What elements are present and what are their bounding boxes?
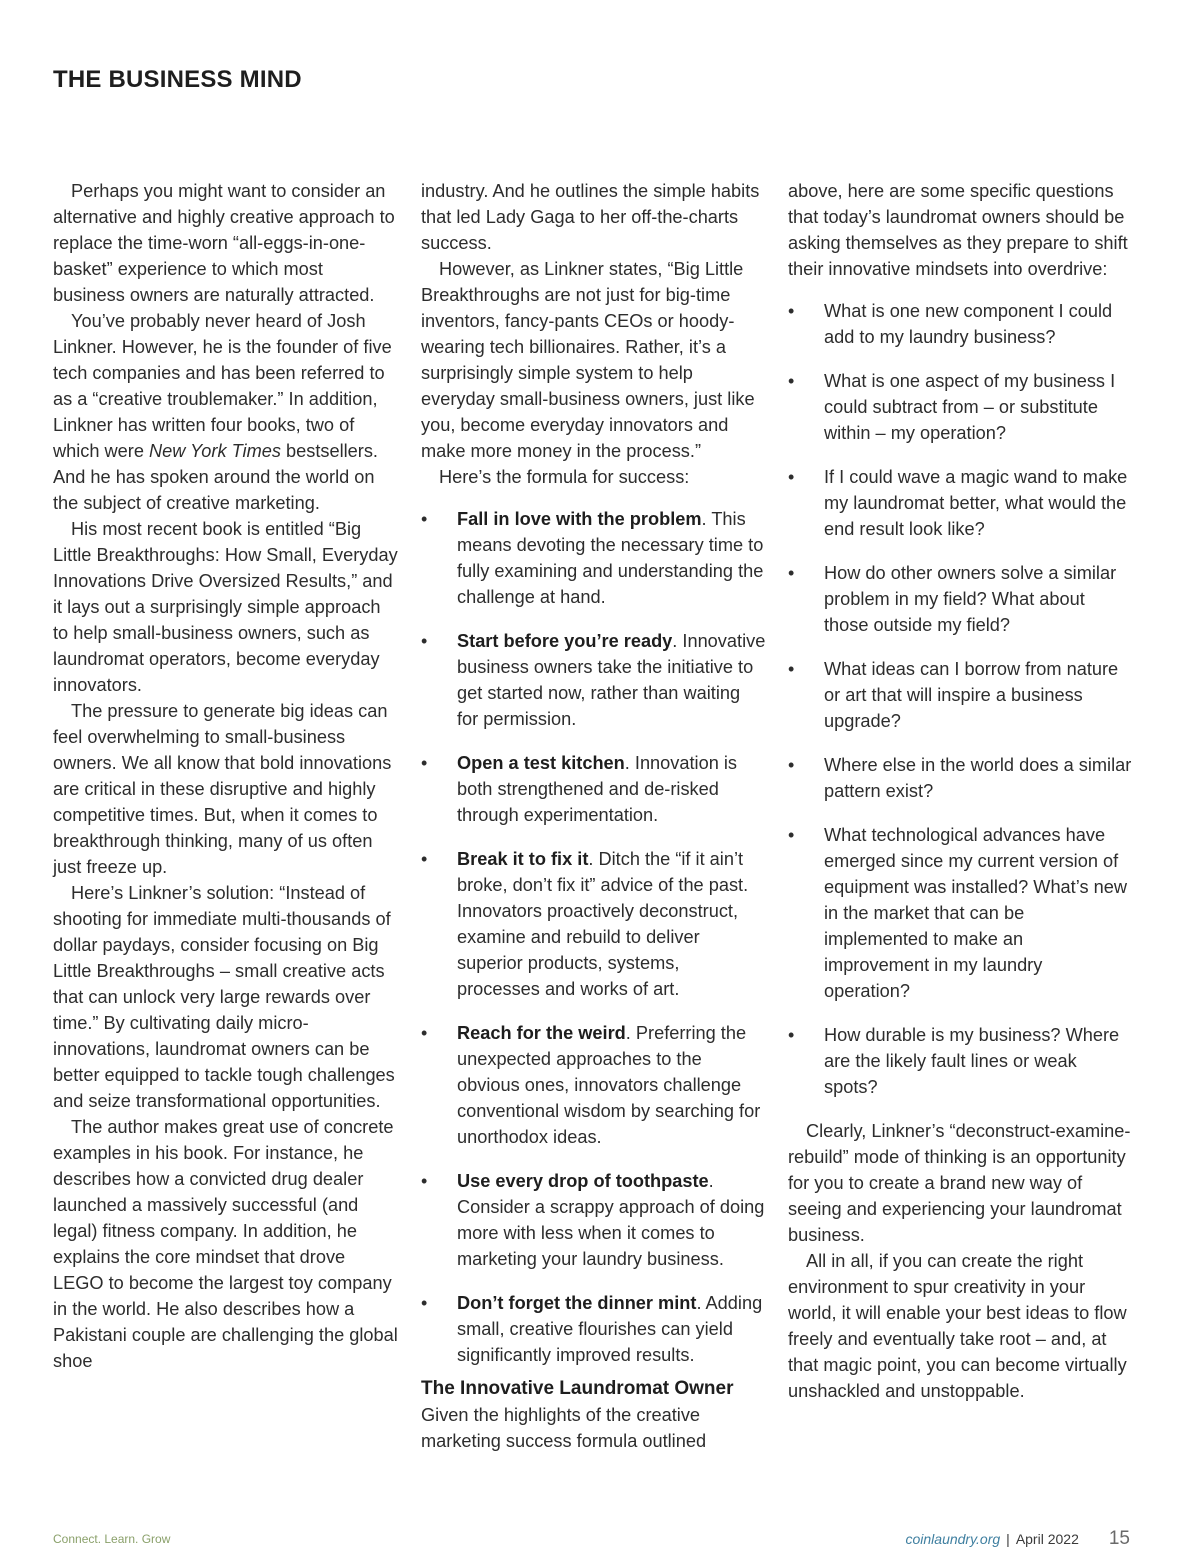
list-item: • What is one aspect of my business I could subtract from – or substitute within – my operation? <box>788 368 1133 446</box>
list-item: • What is one new component I could add to my laundry business? <box>788 298 1133 350</box>
paragraph: Clearly, Linkner’s “deconstruct-examine-rebuild” mode of thinking is an opportunity for you to create a brand new way of seeing and experiencing your laundromat business. <box>788 1121 1131 1245</box>
paragraph: All in all, if you can create the right environment to spur creativity in your world, it will enable your best ideas to flow freely and eventually take root – and, at that magic point, you can become virtually unshackled and unstoppable. <box>788 1251 1127 1401</box>
book-title: New York Times <box>149 441 281 461</box>
paragraph: Given the highlights of the creative marketing success formula outlined <box>421 1405 707 1451</box>
list-item: • Reach for the weird. Preferring the unexpected approaches to the obvious ones, innovators challenge conventional wisdom by searching for unorthodox ideas. <box>421 1020 766 1150</box>
paragraph: The pressure to generate big ideas can feel overwhelming to small-business owners. We all know that bold innovations are critical in these disruptive and highly competitive times. But, when it comes to breakthrough thinking, many of us often just freeze up. <box>53 701 392 877</box>
bullet-icon: • <box>788 467 795 487</box>
footer-info <box>905 1528 1130 1550</box>
list-item: • Where else in the world does a similar pattern exist? <box>788 752 1133 804</box>
column-2 <box>421 178 766 1454</box>
bullet-icon: • <box>421 1023 428 1043</box>
list-item: • Use every drop of toothpaste. Consider a scrappy approach of doing more with less when it comes to marketing your laundry business. <box>421 1168 766 1272</box>
questions-list <box>788 298 1133 1100</box>
paragraph: Perhaps you might want to consider an alternative and highly creative approach to replace the time-worn “all-eggs-in-one-basket” experience to which most business owners are naturally attracted. <box>53 181 395 305</box>
list-item: • How durable is my business? Where are the likely fault lines or weak spots? <box>788 1022 1133 1100</box>
paragraph: The author makes great use of concrete examples in his book. For instance, he describes how a convicted drug dealer launched a massively successful (and legal) fitness company. In addition, he explains the core mindset that drove LEGO to become the largest toy company in the world. He also describes how a Pakistani couple are challenging the global shoe <box>53 1117 398 1371</box>
bullet-icon: • <box>788 659 795 679</box>
list-item: • Break it to fix it. Ditch the “if it ain’t broke, don’t fix it” advice of the past. Innovators proactively deconstruct, examine and rebuild to deliver superior products, systems, processes and works of art. <box>421 846 766 1002</box>
list-item: • Fall in love with the problem. This means devoting the necessary time to fully examining and understanding the challenge at hand. <box>421 506 766 610</box>
page-number: 15 <box>1108 1528 1130 1549</box>
footer-issue: April 2022 <box>1015 1531 1079 1547</box>
bullet-icon: • <box>421 509 428 529</box>
list-item: • Start before you’re ready. Innovative business owners take the initiative to get started now, rather than waiting for permission. <box>421 628 766 732</box>
bullet-icon: • <box>421 631 428 651</box>
footer-separator: | <box>1006 1531 1010 1547</box>
list-item: • Open a test kitchen. Innovation is both strengthened and de-risked through experimentation. <box>421 750 766 828</box>
footer-tagline: Connect. Learn. Grow <box>53 1532 171 1546</box>
subheading: The Innovative Laundromat Owner <box>421 1378 734 1399</box>
footer-site-link[interactable]: coinlaundry.org <box>905 1531 1001 1547</box>
section-header: THE BUSINESS MIND <box>53 66 302 93</box>
list-item: • Don’t forget the dinner mint. Adding small, creative flourishes can yield significantly improved results. <box>421 1290 766 1368</box>
paragraph: However, as Linkner states, “Big Little Breakthroughs are not just for big-time inventors, fancy-pants CEOs or hoody-wearing tech billionaires. Rather, it’s a surprisingly simple system to help everyday small-business owners, just like you, become everyday innovators and make more money in the process.” <box>421 259 755 461</box>
paragraph: You’ve probably never heard of Josh Linkner. However, he is the founder of five tech companies and has been referred to as a “creative troublemaker.” In addition, Linkner has written four books, two of which were New York Times bestsellers. And he has spoken around the world on the subject of creative marketing. <box>53 311 392 513</box>
bullet-icon: • <box>421 849 428 869</box>
paragraph: above, here are some specific questions that today’s laundromat owners should be asking themselves as they prepare to shift their innovative mindsets into overdrive: <box>788 181 1128 279</box>
bullet-icon: • <box>421 753 428 773</box>
bullet-icon: • <box>788 371 795 391</box>
paragraph: Here’s Linkner’s solution: “Instead of shooting for immediate multi-thousands of dollar paydays, consider focusing on Big Little Breakthroughs – small creative acts that can unlock very large rewards over time.” By cultivating daily micro-innovations, laundromat owners can be better equipped to tackle tough challenges and seize transformational opportunities. <box>53 883 395 1111</box>
paragraph: industry. And he outlines the simple habits that led Lady Gaga to her off-the-charts success. <box>421 181 760 253</box>
paragraph: His most recent book is entitled “Big Little Breakthroughs: How Small, Everyday Innovations Drive Oversized Results,” and it lays out a surprisingly simple approach to help small-business owners, such as laundromat operators, become everyday innovators. <box>53 519 398 695</box>
bullet-icon: • <box>788 563 795 583</box>
list-item: • What technological advances have emerged since my current version of equipment was installed? What’s new in the market that can be implemented to make an improvement in my laundry operation? <box>788 822 1133 1004</box>
bullet-icon: • <box>788 1025 795 1045</box>
bullet-icon: • <box>421 1293 428 1313</box>
bullet-icon: • <box>788 825 795 845</box>
list-item: • What ideas can I borrow from nature or art that will inspire a business upgrade? <box>788 656 1133 734</box>
bullet-icon: • <box>788 755 795 775</box>
column-3 <box>788 178 1133 1404</box>
column-1 <box>53 178 398 1374</box>
paragraph: Here’s the formula for success: <box>439 467 690 487</box>
list-item: • How do other owners solve a similar problem in my field? What about those outside my field? <box>788 560 1133 638</box>
list-item: • If I could wave a magic wand to make my laundromat better, what would the end result look like? <box>788 464 1133 542</box>
formula-list <box>421 506 766 1368</box>
bullet-icon: • <box>788 301 795 321</box>
bullet-icon: • <box>421 1171 428 1191</box>
